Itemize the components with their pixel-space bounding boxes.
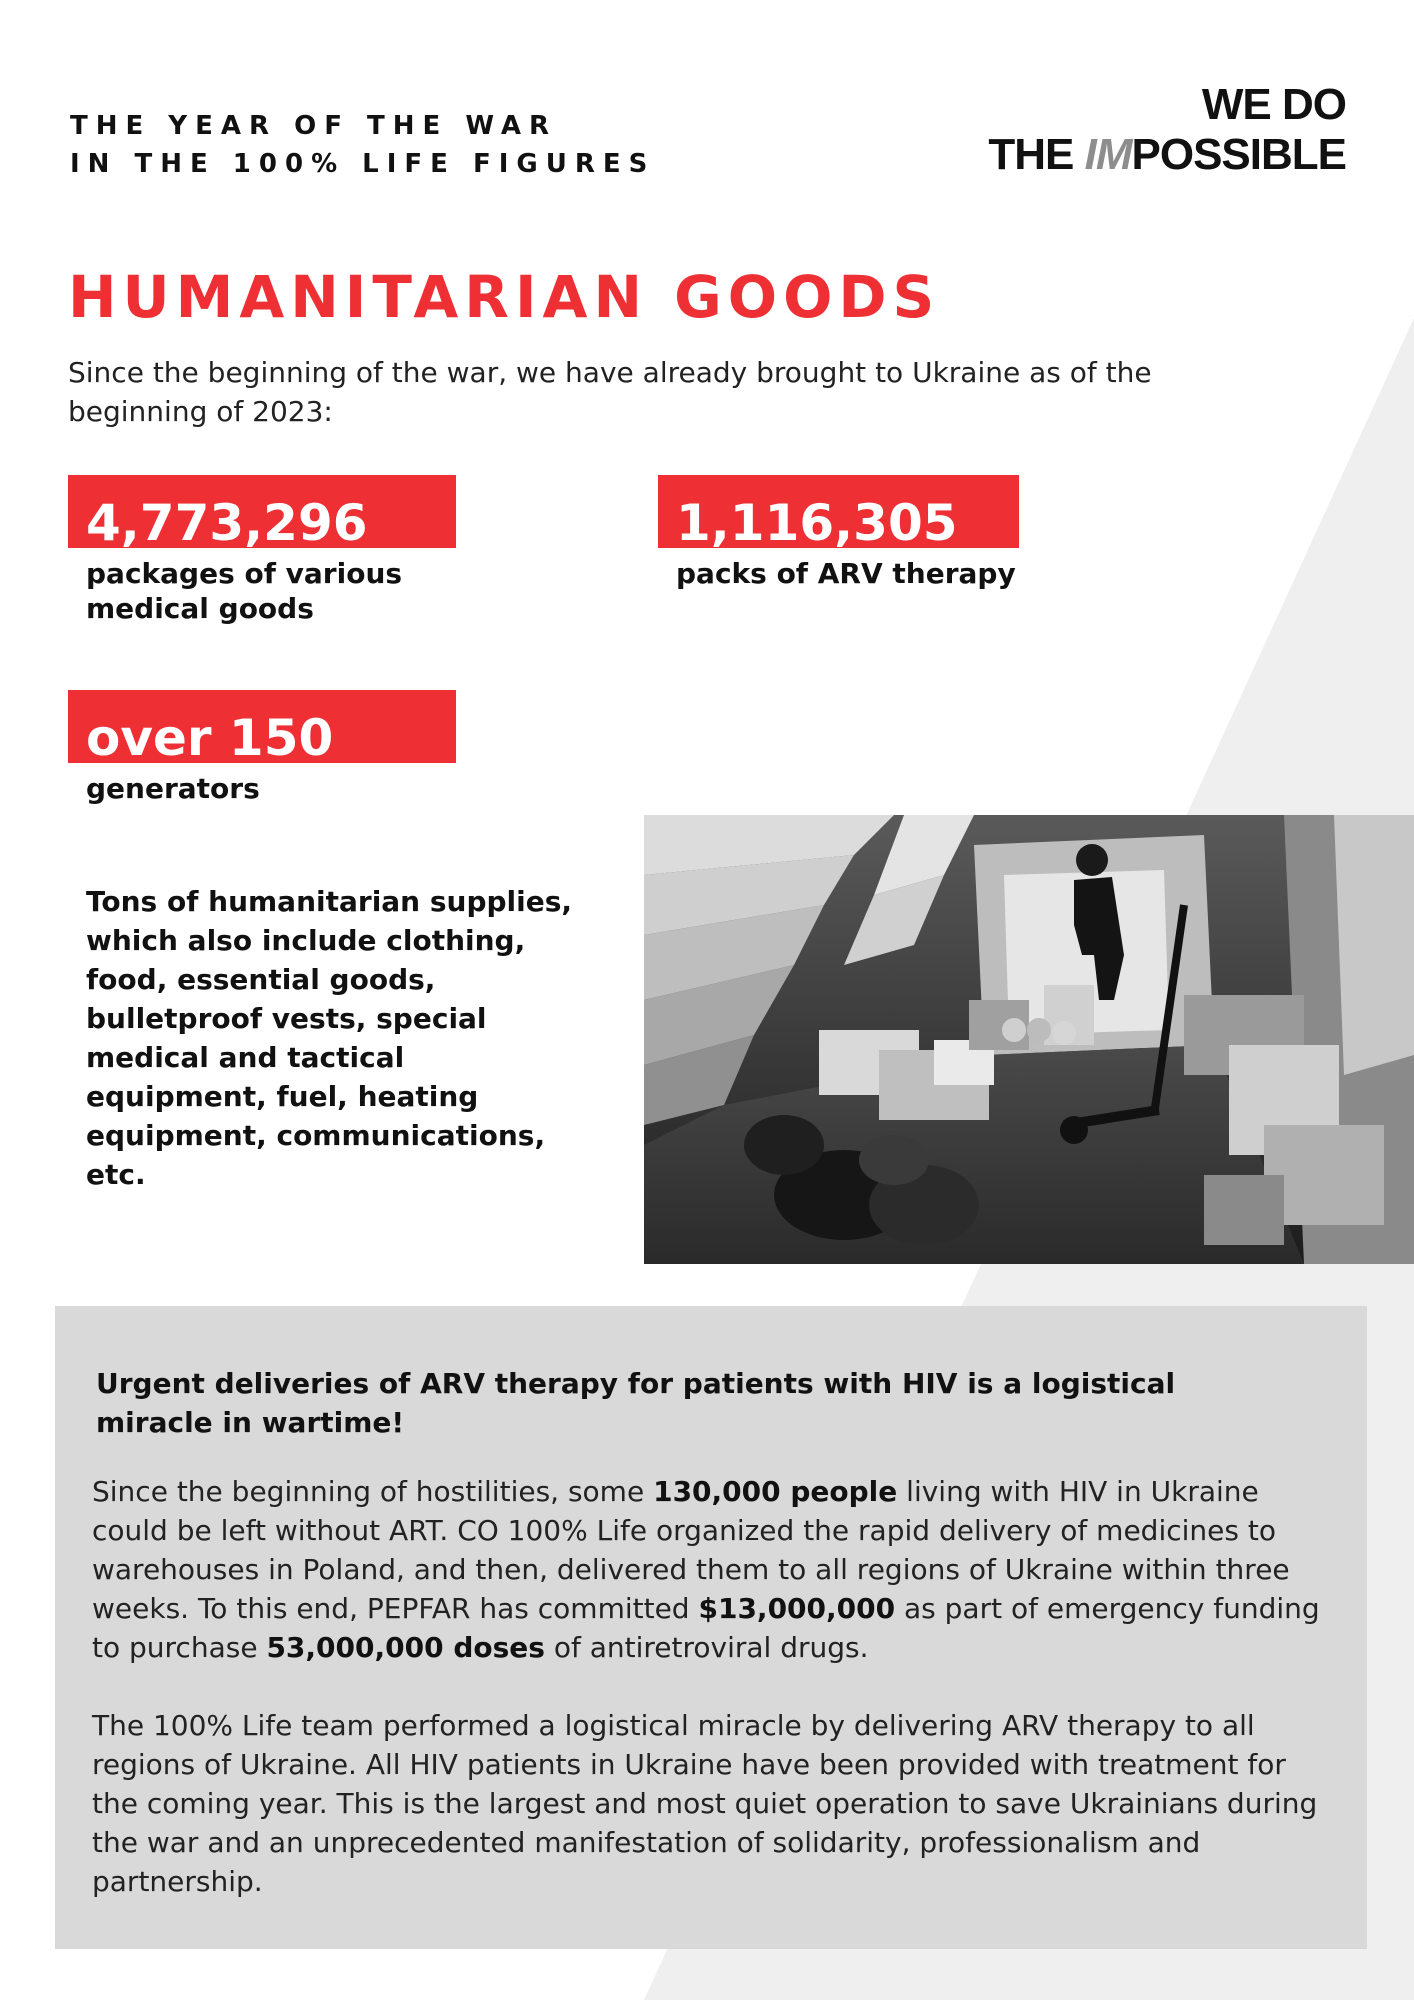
stat-label: generators	[86, 772, 260, 805]
logo-line-2	[988, 130, 1346, 180]
stat-label: packages of various medical goods	[86, 557, 403, 625]
kicker-line-2: IN THE 100% LIFE FIGURES	[70, 149, 656, 179]
stat-arv-packs	[658, 475, 1096, 591]
text-run: living with HIV in Ukraine could be left without ART. CO 100% Life organized the rapid delivery of medicines to warehouses in Poland, and then, delivered them to all regions of Ukraine within three weeks. To this end, PEPFAR has committed	[92, 1475, 1290, 1625]
panel-heading: Urgent deliveries of ARV therapy for patients with HIV is a logistical miracle in wartime!	[96, 1367, 1176, 1439]
text-run: Since the beginning of hostilities, some	[92, 1475, 654, 1508]
kicker-line-1: THE YEAR OF THE WAR	[70, 111, 557, 141]
report-kicker	[70, 107, 655, 183]
arv-info-panel	[55, 1306, 1367, 1949]
stat-medical-goods	[68, 475, 506, 626]
logo-possible: POSSIBLE	[1131, 130, 1346, 179]
stat-value: 4,773,296	[68, 475, 456, 548]
brand-logo	[988, 80, 1346, 180]
stat-label: packs of ARV therapy	[676, 557, 1016, 590]
stat-generators	[68, 690, 506, 806]
logo-line-1: WE DO	[1201, 80, 1346, 129]
panel-paragraph-1	[92, 1472, 1332, 1667]
warehouse-photo	[644, 815, 1414, 1264]
section-intro: Since the beginning of the war, we have already brought to Ukraine as of the beginning of 2023:	[68, 356, 1152, 428]
supplies-description: Tons of humanitarian supplies, which also include clothing, food, essential goods, bulletproof vests, special medical and tactical equipment, fuel, heating equipment, communications, etc.	[86, 885, 573, 1191]
text-run: as part of emergency funding to purchase	[92, 1592, 1320, 1664]
logo-im: IM	[1084, 130, 1132, 179]
highlight-doses: 53,000,000 doses	[266, 1631, 545, 1664]
logo-the: THE	[988, 130, 1085, 179]
highlight-people: 130,000 people	[653, 1475, 898, 1508]
stat-value: 1,116,305	[658, 475, 1019, 548]
highlight-funding: $13,000,000	[698, 1592, 896, 1625]
panel-paragraph-2: The 100% Life team performed a logistical miracle by delivering ARV therapy to all regions of Ukraine. All HIV patients in Ukraine have been provided with treatment for the coming year. This is the largest and most quiet operation to save Ukrainians during the war and an unprecedented manifestation of solidarity, professionalism and partnership.	[92, 1709, 1318, 1898]
section-title: HUMANITARIAN GOODS	[68, 263, 941, 331]
text-run: of antiretroviral drugs.	[544, 1631, 869, 1664]
panel-body	[92, 1472, 1332, 1940]
stat-value: over 150	[68, 690, 456, 763]
